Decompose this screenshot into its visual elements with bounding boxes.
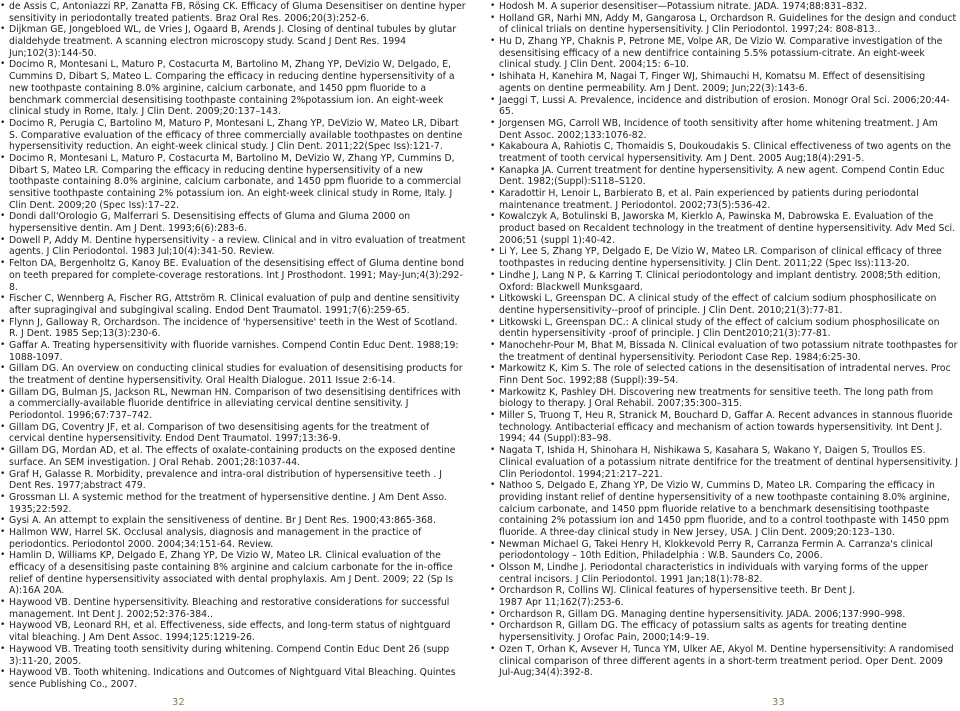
- reference-entry: • Haywood VB. Dentine hypersensitivity. Bleaching and restorative considerations for successful management. Int Dent J. 2002;52:376-384..: [0, 597, 466, 620]
- reference-entry: • Nagata T, Ishida H, Shinohara H, Nishikawa S, Kasahara S, Wakano Y, Daigen S, Troullos ES. Clinical evaluation of a potassium nitrate dentifrice for the treatment of dentinal hypersensitivity. J Clin Periodontol. 1994;21:217–221.: [490, 445, 958, 480]
- reference-entry: • Li Y, Lee S, Zhang YP, Delgado E, De Vizio W, Mateo LR. Comparison of clinical efficacy of three toothpastes in reducing dentine hypersensitivity. J Clin Dent. 2011;22 (Spec Iss):113-20.: [490, 246, 958, 269]
- reference-entry: • Hodosh M. A superior desensitiser—Potassium nitrate. JADA. 1974;88:831–832.: [490, 1, 958, 13]
- left-page-number: 32: [172, 697, 185, 708]
- left-reference-column: [0, 1, 466, 691]
- reference-entry: • Gaffar A. Treating hypersensitivity with fluoride varnishes. Compend Contin Educ Dent. 1988;19: 1088-1097.: [0, 340, 466, 363]
- reference-entry: • Graf H, Galasse R. Morbidity, prevalence and intra-oral distribution of hypersensitive teeth . J Dent Res. 1977;abstract 479.: [0, 469, 466, 492]
- reference-entry: • Hamlin D, Williams KP, Delgado E, Zhang YP, De Vizio W, Mateo LR. Clinical evaluation of the efficacy of a desensitising paste containing 8% arginine and calcium carbonate for the in-office relief of dentine hypersensitivity associated with dental prophylaxis. Am J Dent. 2009; 22 (Sp Is A):16A 20A.: [0, 550, 466, 597]
- reference-entry: • Haywood VB. Tooth whitening. Indications and Outcomes of Nightguard Vital Bleaching. Quintes sence Publishing Co., 2007.: [0, 667, 466, 690]
- reference-entry: • Gysi A. An attempt to explain the sensitiveness of dentine. Br J Dent Res. 1900;43:865-368.: [0, 515, 466, 527]
- reference-entry: • Orchardson R, Gillam DG. The efficacy of potassium salts as agents for treating dentine hypersensitivity. J Orofac Pain, 2000;14:9–19.: [490, 620, 958, 643]
- reference-entry: • Kakaboura A, Rahiotis C, Thomaidis S, Doukoudakis S. Clinical effectiveness of two agents on the treatment of tooth cervical hypersensitivity. Am J Dent. 2005 Aug;18(4):291-5.: [490, 141, 958, 164]
- reference-entry: • Ozen T, Orhan K, Avsever H, Tunca YM, Ulker AE, Akyol M. Dentine hypersensitivity: A randomised clinical comparison of three different agents in a short-term treatment period. Oper Dent. 2009 Jul-Aug;34(4):392-8.: [490, 644, 958, 679]
- reference-entry: • Docimo R, Perugia C, Bartolino M, Maturo P, Montesani L, Zhang YP, DeVizio W, Mateo LR, Dibart S. Comparative evaluation of the efficacy of three commercially available toothpastes on dentine hypersensitivity reduction. An eight-week clinical study. J Clin Dent. 2011;22(Spec Iss):121-7.: [0, 118, 466, 153]
- reference-entry: • Kanapka JA. Current treatment for dentine hypersensitivity. A new agent. Compend Contin Educ Dent. 1982;(Suppl):S118–S120.: [490, 165, 958, 188]
- reference-entry: • Manochehr-Pour M, Bhat M, Bissada N. Clinical evaluation of two potassium nitrate toothpastes for the treatment of dentinal hypersensitivity. Periodont Case Rep. 1984;6:25-30.: [490, 340, 958, 363]
- right-page-number: 33: [772, 697, 785, 708]
- reference-entry: • Flynn J, Galloway R, Orchardson. The incidence of 'hypersensitive' teeth in the West of Scotland. R. J Dent. 1985 Sep;13(3):230-6.: [0, 317, 466, 340]
- reference-entry: • Haywood VB, Leonard RH, et al. Effectiveness, side effects, and long-term status of nightguard vital bleaching. J Am Dent Assoc. 1994;125:1219-26.: [0, 620, 466, 643]
- reference-entry: • Hu D, Zhang YP, Chaknis P, Petrone ME, Volpe AR, De Vizio W. Comparative investigation of the desensitising efficacy of a new dentifrice containing 5.5% potassium-citrate. An eight-week clinical study. J Clin Dent. 2004;15: 6–10.: [490, 36, 958, 71]
- reference-entry: • Gillam DG. An overview on conducting clinical studies for evaluation of desensitising products for the treatment of dentine hypersensitivity. Oral Health Dialogue. 2011 Issue 2:6-14.: [0, 363, 466, 386]
- reference-entry: • Miller S, Truong T, Heu R, Stranick M, Bouchard D, Gaffar A. Recent advances in stannous fluoride technology. Antibacterial efficacy and mechanism of action towards hypersensitivity. Int Dent J. 1994; 44 (Suppl):83–98.: [490, 410, 958, 445]
- reference-entry: • Kowalczyk A, Botulinski B, Jaworska M, Kierklo A, Pawinska M, Dabrowska E. Evaluation of the product based on Recaldent technology in the treatment of dentine hypersensitivity. Adv Med Sci. 2006;51 (suppl 1):40-42.: [490, 211, 958, 246]
- reference-entry: • Holland GR, Narhi MN, Addy M, Gangarosa L, Orchardson R. Guidelines for the design and conduct of clinical triials on dentine hypersensitivity. J Clin Periodontol. 1997;24: 808-813..: [490, 13, 958, 36]
- reference-entry: • Olsson M, Lindhe J. Periodontal characteristics in individuals with varying forms of the upper central incisors. J Clin Periodontol. 1991 Jan;18(1):78-82.: [490, 562, 958, 585]
- reference-entry: • Dijkman GE, Jongebloed WL, de Vries J, Ogaard B, Arends J. Closing of dentinal tubules by glutar dialdehyde treatment. A scanning electron microscopy study. Scand J Dent Res. 1994 Jun;102(3):144-50.: [0, 24, 466, 59]
- reference-entry: • Gillam DG, Coventry JF, et al. Comparison of two desensitising agents for the treatment of cervical dentine hypersensitivity. Endod Dent Traumatol. 1997;13:36-9.: [0, 422, 466, 445]
- reference-entry: • Litkowski L, Greenspan DC.: A clinical study of the effect of calcium sodium phosphosilicate on dentin hypersensitivity -proof of principle. J Clin Dent2010;21(3):77-81.: [490, 317, 958, 340]
- reference-entry: • Karadottir H, Lenoir L, Barbierato B, et al. Pain experienced by patients during periodontal maintenance treatment. J Periodontol. 2002;73(5):536-42.: [490, 188, 958, 211]
- reference-entry: • Grossman LI. A systemic method for the treatment of hypersensitive dentine. J Am Dent Asso. 1935;22:592.: [0, 492, 466, 515]
- reference-entry: • Hallmon WW, Harrel SK. Occlusal analysis, diagnosis and management in the practice of periodontics. Periodontol 2000. 2004;34:151-64. Review.: [0, 527, 466, 550]
- reference-entry: • Markowitz K, Kim S. The role of selected cations in the desensitisation of intradental nerves. Proc Finn Dent Soc. 1992;88 (Suppl):39–54.: [490, 363, 958, 386]
- reference-entry: • Felton DA, Bergenholtz G, Kanoy BE. Evaluation of the desensitising effect of Gluma dentine bond on teeth prepared for complete-coverage restorations. Int J Prosthodont. 1991; May-Jun;4(3):292-8.: [0, 258, 466, 293]
- reference-entry: • Jorgensen MG, Carroll WB, Incidence of tooth sensitivity after home whitening treatment. J Am Dent Assoc. 2002;133:1076-82.: [490, 118, 958, 141]
- reference-entry: • Haywood VB. Treating tooth sensitivity during whitening. Compend Contin Educ Dent 26 (supp 3):11-20, 2005.: [0, 644, 466, 667]
- reference-entry: 1987 Apr 11;162(7):253-6.: [499, 597, 624, 609]
- reference-entry: • Docimo R, Montesani L, Maturo P, Costacurta M, Bartolino M, DeVizio W, Zhang YP, Cummins D, Dibart S, Mateo LR. Comparing the efficacy in reducing dentine hypersensitivity of a new toothpaste containing 8.0% arginine, calcium carbonate, and 1450 ppm fluoride to a commercial sensitive toothpaste containing 2% potassium ion. An eight-week clinical study in Rome, Italy. J Clin Dent. 2009;20 (Spec Iss):17–22.: [0, 153, 466, 211]
- reference-entry: • Dowell P, Addy M. Dentine hypersensitivity - a review. Clinical and in vitro evaluation of treatment agents. J Clin Periodontol. 1983 Jul;10(4):341-50. Review.: [0, 235, 466, 258]
- reference-entry: • Nathoo S, Delgado E, Zhang YP, De Vizio W, Cummins D, Mateo LR. Comparing the efficacy in providing instant relief of dentine hypersensitivity of a new toothpaste containing 8.0% arginine, calcium carbonate, and 1450 ppm fluoride relative to a benchmark desensitising toothpaste containing 2% potassium ion and 1450 ppm fluoride, and to a control toothpaste with 1450 ppm fluoride. A three-day clinical study in New Jersey, USA. J Clin Dent. 2009;20:123–130.: [490, 480, 958, 538]
- reference-entry: • Litkowski L, Greenspan DC. A clinical study of the effect of calcium sodium phosphosilicate on dentine hypersensitivity--proof of principle. J Clin Dent. 2010;21(3):77-81.: [490, 293, 958, 316]
- reference-entry: • Markowitz K, Pashley DH. Discovering new treatments for sensitive teeth. The long path from biology to therapy. J Oral Rehabil. 2007;35:300–315.: [490, 387, 958, 410]
- reference-entry: • Lindhe J, Lang N P, & Karring T. Clinical periodontology and implant dentistry. 2008;5th edition, Oxford: Blackwell Munksgaard.: [490, 270, 958, 293]
- right-reference-list: [490, 1, 958, 679]
- left-reference-list: [0, 1, 466, 691]
- reference-entry: • Orchardson R, Collins WJ. Clinical features of hypersensitive teeth. Br Dent J.: [490, 585, 958, 597]
- reference-entry: • Jaeggi T, Lussi A. Prevalence, incidence and distribution of erosion. Monogr Oral Sci. 2006;20:44-65.: [490, 95, 958, 118]
- reference-entry: • Gillam DG, Mordan AD, et al. The effects of oxalate-containing products on the exposed dentine surface. An SEM investigation. J Oral Rehab. 2001;28:1037-44.: [0, 445, 466, 468]
- right-reference-column: [490, 1, 958, 679]
- reference-entry: • de Assis C, Antoniazzi RP, Zanatta FB, Rösing CK. Efficacy of Gluma Desensitiser on dentine hyper sensitivity in periodontally treated patients. Braz Oral Res. 2006;20(3):252-6.: [0, 1, 466, 24]
- reference-entry: • Gillam DG, Bulman JS, Jackson RL, Newman HN. Comparison of two desensitising dentifrices with a commercially-available fluoride dentifrice in alleviating cervical dentine sensitivity. J Periodontol. 1996;67:737–742.: [0, 387, 466, 422]
- reference-entry: • Ishihata H, Kanehira M, Nagai T, Finger WJ, Shimauchi H, Komatsu M. Effect of desensitising agents on dentine permeability. Am J Dent. 2009; Jun;22(3):143-6.: [490, 71, 958, 94]
- reference-entry: • Dondi dall'Orologio G, Malferrari S. Desensitising effects of Gluma and Gluma 2000 on hypersensitive dentin. Am J Dent. 1993;6(6):283-6.: [0, 211, 466, 234]
- reference-entry: • Docimo R, Montesani L, Maturo P, Costacurta M, Bartolino M, Zhang YP, DeVizio W, Delgado, E, Cummins D, Dibart S, Mateo L. Comparing the efficacy in reducing dentine hypersensitivity of a new toothpaste containing 8.0% arginine, calcium carbonate, and 1450 ppm fluoride to a benchmark commercial desensitising toothpaste containing 2%potassium ion. An eight-week clinical study in Rome, Italy. J Clin Dent. 2009;20:137–143.: [0, 59, 466, 117]
- reference-entry: • Newman Michael G, Takei Henry H, Klokkevold Perry R, Carranza Fermin A. Carranza's clinical periodontology – 10th Edition, Philadelphia : W.B. Saunders Co, 2006.: [490, 539, 958, 562]
- reference-entry: • Orchardson R, Gillam DG. Managing dentine hypersensitivity. JADA. 2006;137:990–998.: [490, 609, 958, 621]
- reference-entry: • Fischer C, Wennberg A, Fischer RG, Attström R. Clinical evaluation of pulp and dentine sensitivity after supragingival and subgingival scaling. Endod Dent Traumatol. 1991;7(6):259-65.: [0, 293, 466, 316]
